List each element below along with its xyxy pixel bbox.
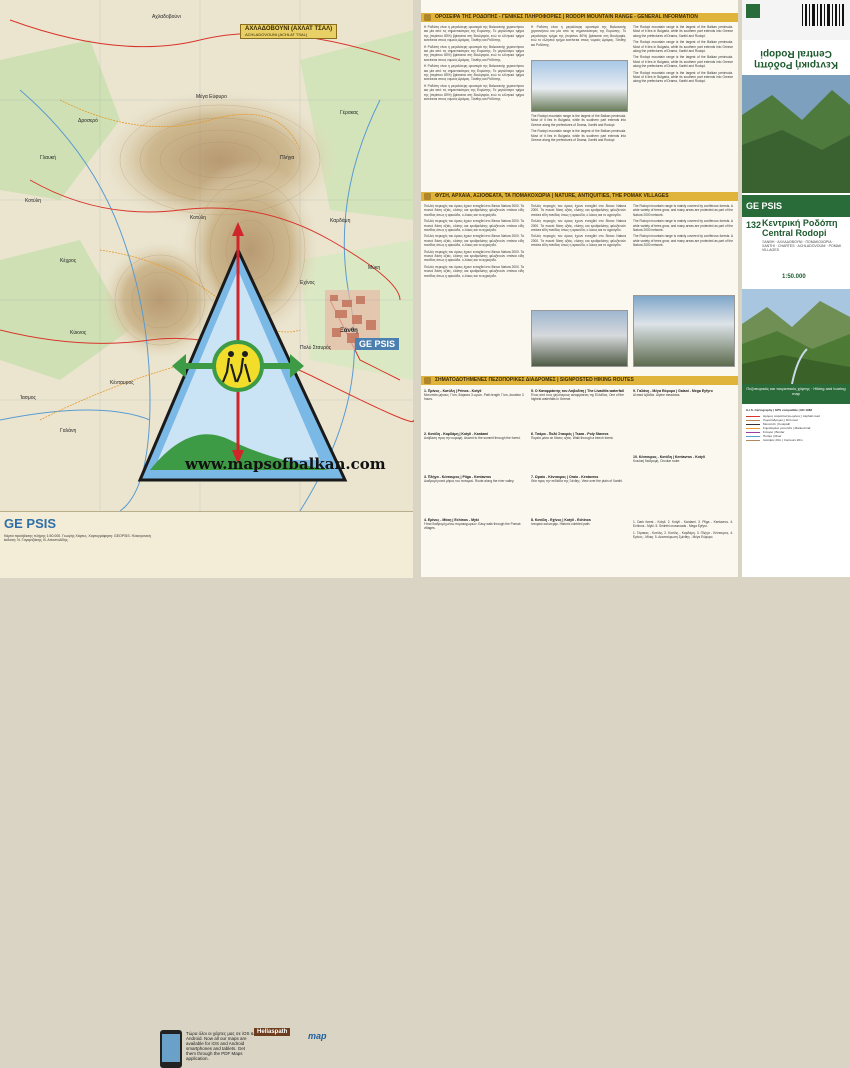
nature-english-text	[633, 204, 733, 290]
route-title: 9. Γαλάνη - Μέγα Εύφυρο | Galani - Mega Eyfyro	[633, 389, 713, 393]
place-label: Μέγα Εύφυρο	[196, 94, 227, 100]
geopsis-logo: GE PSIS	[4, 516, 57, 531]
barcode-area	[742, 0, 850, 40]
section-title: ΟΡΟΣΕΙΡΑ ΤΗΣ ΡΟΔΟΠΗΣ - ΓΕΝΙΚΕΣ ΠΛΗΡΟΦΟΡΙΕΣ | RODOPI MOUNTAIN RANGE - GENERAL INFORMATION	[435, 14, 698, 20]
route-title: 8. Κοτύλη - Εχίνος | Kotyli - Echinos	[531, 518, 591, 522]
place-label: Καρδάμη	[330, 218, 351, 224]
barcode-icon	[742, 0, 850, 40]
place-label: Μύκη	[368, 265, 381, 271]
route-item	[633, 389, 733, 449]
route-description: Ήπια διαδρομή μέσω πομακοχωριών. Easy walk through the Pomak villages.	[424, 522, 521, 531]
hiker-icon	[424, 377, 431, 384]
route-title: 7. Ωραίο - Κένταυρος | Oraio - Kentavros	[531, 475, 599, 479]
place-label: Αχλαδοβούνι	[152, 14, 181, 20]
route-description: Ιστορικό καλντερίμι. Historic cobbled path.	[531, 522, 591, 527]
place-label: Γαλάνη	[60, 428, 77, 434]
gpsis-map-logo: GE PSIS	[355, 338, 399, 350]
map-title	[762, 218, 837, 238]
section-header-routes	[421, 376, 738, 385]
route-description: Μονοπάτι μήκους 7 km, διάρκεια 3 ωρών. Path length 7 km, duration 3 hours.	[424, 393, 524, 402]
paragraph: Πολλές περιοχές του όρους έχουν ενταχθεί στο δίκτυο Natura 2000. Τα πυκνά δάση οξιάς, ελάτης και ερυθρελάτης φιλοξενούν σπάνια είδη πανίδας όπως η αρκούδα, ο λύκος και το αγριόγιδο.	[424, 219, 524, 233]
terrain-map	[0, 0, 413, 511]
general-greek-text	[424, 25, 524, 195]
general-greek-text-2	[531, 25, 626, 58]
legend-label: Μονοπάτι | Footpath	[763, 422, 791, 426]
route-title: 4. Ερίνος - Μύκη | Echinos - Myki	[424, 518, 479, 522]
legend-label: Δρόμος ασφαλτοστρωμένος | Asphalt road	[763, 414, 820, 418]
route-title: 6. Τσάρα - Πολύ Σταυρός | Tsara - Poly Stavros	[531, 432, 609, 436]
topographic-map-panel	[0, 0, 413, 1061]
route-description: Πορεία μέσα σε δάσος οξιάς. Walk through a beech forest.	[531, 436, 614, 441]
route-item	[424, 389, 524, 429]
general-english-text-2	[633, 25, 733, 195]
route-title: 3. Πλήγα - Κένταυρος | Pliga - Kentavros	[424, 475, 492, 479]
cover-brand-band	[742, 195, 850, 217]
website-link[interactable]: www.mapsofbalkan.com	[185, 455, 386, 473]
paragraph: The Rodopi mountain range is the largest of the Balkan peninsula. Most of it lies in Bulgaria, while its southern part extends into Greece along the prefectures of Drama, Xanthi and Rodopi.	[531, 129, 626, 143]
place-label: Κοτύλη	[190, 215, 206, 221]
place-label: Κένταυρος	[110, 380, 134, 386]
paragraph: Πολλές περιοχές του όρους έχουν ενταχθεί στο δίκτυο Natura 2000. Τα πυκνά δάση οξιάς, ελάτης και ερυθρελάτης φιλοξενούν σπάνια είδη πανίδας όπως η αρκούδα, ο λύκος και το αγριόγιδο.	[424, 234, 524, 248]
nature-greek-text-2	[531, 204, 626, 304]
cover-caption: Πεζοπορικός και τουριστικός χάρτης · Hiking and touring map	[742, 384, 850, 404]
mountain-snow-photo	[531, 310, 628, 367]
map-title-en: Central Rodopi	[762, 228, 827, 238]
place-label: Κέχρος	[60, 258, 77, 264]
paragraph: Η Ροδόπη είναι η μεγαλύτερη οροσειρά της Βαλκανικής χερσονήσου και μία από τις σημαντικότερες της Ευρώπης. Το μεγαλύτερο τμήμα της (περίπου 80%) βρίσκεται στη Βουλγαρία, ενώ το ελληνικό τμήμα εκτείνεται στους νομούς Δράμας, Ξάνθης και Ροδόπης.	[424, 25, 524, 43]
paragraph: 1. Γέρακας - Κοτύλη. 2. Κοτύλη - Καρδάμη. 3. Πλήγα - Κένταυρος. 4. Ερίνος - Μύκη. 5. Διασταύρωση Σμίνθης - Μέγα Εύφυρο.	[633, 530, 733, 540]
map-number: 132	[746, 220, 762, 230]
paragraph: The Rodopi mountain range is the largest of the Balkan peninsula. Most of it lies in Bulgaria, while its southern part extends into Greece along the prefectures of Drama, Xanthi and Rodopi.	[633, 55, 733, 69]
legend-label: Χωματόδρομος | Dirt road	[763, 418, 798, 422]
paragraph: Η Ροδόπη είναι η μεγαλύτερη οροσειρά της Βαλκανικής χερσονήσου και μία από τις σημαντικότερες της Ευρώπης. Το μεγαλύτερο τμήμα της (περίπου 80%) βρίσκεται στη Βουλγαρία, ενώ το ελληνικό τμήμα εκτείνεται στους νομούς Δράμας, Ξάνθης και Ροδόπης.	[424, 64, 524, 82]
cover-landscape-photo	[742, 289, 850, 384]
paragraph: Πολλές περιοχές του όρους έχουν ενταχθεί στο δίκτυο Natura 2000. Τα πυκνά δάση οξιάς, ελάτης και ερυθρελάτης φιλοξενούν σπάνια είδη πανίδας όπως η αρκούδα, ο λύκος και το αγριόγιδο.	[531, 234, 626, 248]
section-title: ΦΥΣΗ, ΑΡΧΑΙΑ, ΑΞΙΟΘΕΑΤΑ, ΤΑ ΠΟΜΑΚΟΧΩΡΙΑ | NATURE, ANTIQUITIES, THE POMAK VILLAGES	[435, 193, 669, 199]
info-text-panel	[421, 0, 738, 577]
routes-english-text	[633, 520, 733, 572]
cover-panel	[742, 0, 850, 577]
place-label: Πολύ Σταυρός	[300, 345, 332, 351]
snow-forest-photo	[531, 60, 628, 112]
mountain-icon	[424, 14, 431, 21]
route-title: 10. Κένταυρος - Κοτύλη | Kentavros - Kotyli	[633, 455, 705, 459]
section-header-general	[421, 13, 738, 22]
publisher-info: Κάρτα πρόσβασης πλήρης 1:50.000. Γεωψής Χάρτες. Χαρτογράφηση: GEOPSIS. Ηλεκτρονική έκδοση: Ν. Γαγαρτζάκης, Β. Αποστολίδης.	[4, 534, 151, 542]
upside-down-title: Κεντρική Ροδόπη Central Rodopi	[754, 48, 838, 70]
legend-label: Ισοϋψείς 20m | Contours 20m	[763, 438, 803, 442]
route-item	[424, 432, 524, 472]
route-title: 2. Κοτύλη - Καρδάμη | Kotyli - Kardami	[424, 432, 489, 436]
village-winter-photo	[633, 295, 735, 367]
paragraph: Πολλές περιοχές του όρους έχουν ενταχθεί στο δίκτυο Natura 2000. Τα πυκνά δάση οξιάς, ελάτης και ερυθρελάτης φιλοξενούν σπάνια είδη πανίδας όπως η αρκούδα, ο λύκος και το αγριόγιδο.	[424, 204, 524, 217]
paragraph: The Rodopi mountain range is mainly covered by coniferous forests. A wide variety of trees grow, and many areas are protected as part of the Natura 2000 network.	[633, 234, 733, 248]
route-item	[424, 518, 524, 573]
legend-label: Ποτάμι | River	[763, 434, 782, 438]
legend-label: Σημαδεμένο μονοπάτι | Marked trail	[763, 426, 811, 430]
app-store-text: Τώρα όλοι οι χάρτες μας σε iOS & Android. Now all our maps are available for iOS and Android smartphones and tablets. Get them through the PDF Maps application.	[186, 1031, 254, 1061]
nature-greek-text	[424, 204, 524, 369]
place-label: Γλαυκή	[40, 155, 57, 161]
paragraph: Πολλές περιοχές του όρους έχουν ενταχθεί στο δίκτυο Natura 2000. Τα πυκνά δάση οξιάς, ελάτης και ερυθρελάτης φιλοξενούν σπάνια είδη πανίδας όπως η αρκούδα, ο λύκος και το αγριόγιδο.	[531, 219, 626, 233]
paragraph: Η Ροδόπη είναι η μεγαλύτερη οροσειρά της Βαλκανικής χερσονήσου και μία από τις σημαντικότερες της Ευρώπης. Το μεγαλύτερο τμήμα της (περίπου 80%) βρίσκεται στη Βουλγαρία, ενώ το ελληνικό τμήμα εκτείνεται στους νομούς Δράμας, Ξάνθης και Ροδόπης.	[531, 25, 626, 47]
paragraph: Η Ροδόπη είναι η μεγαλύτερη οροσειρά της Βαλκανικής χερσονήσου και μία από τις σημαντικότερες της Ευρώπης. Το μεγαλύτερο τμήμα της (περίπου 80%) βρίσκεται στη Βουλγαρία, ενώ το ελληνικό τμήμα εκτείνεται στους νομούς Δράμας, Ξάνθης και Ροδόπης.	[424, 44, 524, 62]
section-title: ΣΗΜΑΤΟΔΟΤΗΜΕΝΕΣ ΠΕΖΟΠΟΡΙΚΕΣ ΔΙΑΔΡΟΜΕΣ | SIGNPOSTED HIKING ROUTES	[435, 377, 634, 383]
route-item	[531, 475, 626, 515]
place-label: Κοτύλη	[25, 198, 41, 204]
route-item	[531, 518, 626, 573]
hellaspath-logo: Hellaspath	[254, 1028, 290, 1036]
route-description: Διαδρομή κατά μήκος του ποταμού. Route along the river valley.	[424, 479, 515, 484]
place-label: Δροσερό	[78, 118, 98, 124]
paragraph: Πολλές περιοχές του όρους έχουν ενταχθεί στο δίκτυο Natura 2000. Τα πυκνά δάση οξιάς, ελάτης και ερυθρελάτης φιλοξενούν σπάνια είδη πανίδας όπως η αρκούδα, ο λύκος και το αγριόγιδο.	[424, 264, 524, 278]
paragraph: The Rodopi mountain range is the largest of the Balkan peninsula. Most of it lies in Bulgaria, while its southern part extends into Greece along the prefectures of Drama, Xanthi and Rodopi.	[633, 40, 733, 54]
paragraph: Η Ροδόπη είναι η μεγαλύτερη οροσειρά της Βαλκανικής χερσονήσου και μία από τις σημαντικότερες της Ευρώπης. Το μεγαλύτερο τμήμα της (περίπου 80%) βρίσκεται στη Βουλγαρία, ενώ το ελληνικό τμήμα εκτείνεται στους νομούς Δράμας, Ξάνθης και Ροδόπης.	[424, 83, 524, 102]
map-footer	[0, 511, 413, 1061]
route-description: Ένας από τους ψηλότερους καταρράκτες της Ελλάδας. One of the highest waterfalls in Greece.	[531, 393, 624, 402]
geopsis-logo: GE PSIS	[746, 201, 783, 211]
route-item	[531, 432, 626, 472]
paragraph: The Rodopi mountain range is mainly covered by coniferous forests. A wide variety of trees grow, and many areas are protected as part of the Natura 2000 network.	[633, 204, 733, 217]
route-description: Κυκλική διαδρομή. Circular route.	[633, 459, 681, 464]
place-label: Ίασμος	[20, 395, 36, 401]
paragraph: The Rodopi mountain range is the largest of the Balkan peninsula. Most of it lies in Bulgaria, while its southern part extends into Greece along the prefectures of Drama, Xanthi and Rodopi.	[633, 70, 733, 84]
map-title-gr: Κεντρική Ροδόπη	[762, 218, 838, 228]
peak-name-gr: ΑΧΛΑΔΟΒΟΥΝΙ (ΑΧΛΑΤ ΤΣΑΛ)	[245, 26, 333, 32]
route-description: Ανάβαση προς την κορυφή. Ascent to the summit through the forest.	[424, 436, 521, 441]
route-description: Θέα προς την πεδιάδα της Ξάνθης. View over the plain of Xanthi.	[531, 479, 623, 484]
route-description: Αλπικά λιβάδια. Alpine meadows.	[633, 393, 681, 398]
legend-item	[746, 438, 846, 442]
place-label: Κύκνος	[70, 330, 87, 336]
legend-label: Σύνορα | Border	[763, 430, 785, 434]
route-item	[424, 475, 524, 515]
map-scale: 1:50.000	[782, 274, 806, 280]
route-item	[531, 389, 626, 429]
paragraph: The Rodopi mountain range is the largest of the Balkan peninsula. Most of it lies in Bulgaria, while its southern part extends into Greece along the prefectures of Drama, Xanthi and Rodopi.	[633, 25, 733, 38]
smartphone-icon	[160, 1030, 182, 1068]
paragraph: Πολλές περιοχές του όρους έχουν ενταχθεί στο δίκτυο Natura 2000. Τα πυκνά δάση οξιάς, ελάτης και ερυθρελάτης φιλοξενούν σπάνια είδη πανίδας όπως η αρκούδα, ο λύκος και το αγριόγιδο.	[424, 249, 524, 263]
paragraph: The Rodopi mountain range is the largest of the Balkan peninsula. Most of it lies in Bulgaria, while its southern part extends into Greece along the prefectures of Drama, Xanthi and Rodopi.	[531, 114, 626, 127]
place-label: Πλήγα	[280, 155, 295, 161]
map-logo: map	[308, 1031, 327, 1041]
route-title: 5. Ο Καταρράκτης του Λειβαδιτη | The Livaditis waterfall	[531, 389, 624, 393]
map-subtitle: ΞΑΝΘΗ · ΑΧΛΑΔΟΒΟΥΝΙ · ΠΟΜΑΚΟΧΩΡΙΑ · XANTHI · CHARTES · ACHLADOVOUNI · POMAK VILLAGES	[762, 240, 842, 252]
cover-upside-photo	[742, 75, 850, 193]
place-label: Ξάνθη	[340, 328, 358, 334]
section-header-nature	[421, 192, 738, 201]
place-label: Εχίνος	[300, 280, 315, 286]
peak-name-en: ACHLADOVOUNI (ACHLAT TSAL)	[245, 32, 308, 37]
general-english-text	[531, 114, 626, 194]
paragraph: The Rodopi mountain range is mainly covered by coniferous forests. A wide variety of trees grow, and many areas are protected as part of the Natura 2000 network.	[633, 219, 733, 233]
leaf-icon	[424, 193, 431, 200]
map-legend	[746, 408, 846, 442]
paragraph: 1. Dark forest - Kotyli. 2. Kotyli - Kardami. 3. Pliga - Kentavros. 4. Echinos - Myki. 5. Sminthi crossroads - Mega Eyfyro.	[633, 520, 733, 529]
place-label: Γέρακας	[340, 110, 359, 116]
route-title: 1. Πρίνος - Κοτύλη | Prinos - Kotyli	[424, 389, 482, 393]
legend-title: G.I.S. Cartography | GPS compatible | ED 1983	[746, 408, 813, 412]
route-item	[633, 455, 733, 515]
paragraph: Πολλές περιοχές του όρους έχουν ενταχθεί στο δίκτυο Natura 2000. Τα πυκνά δάση οξιάς, ελάτης και ερυθρελάτης φιλοξενούν σπάνια είδη πανίδας όπως η αρκούδα, ο λύκος και το αγριόγιδο.	[531, 204, 626, 217]
peak-name-banner	[240, 24, 337, 39]
